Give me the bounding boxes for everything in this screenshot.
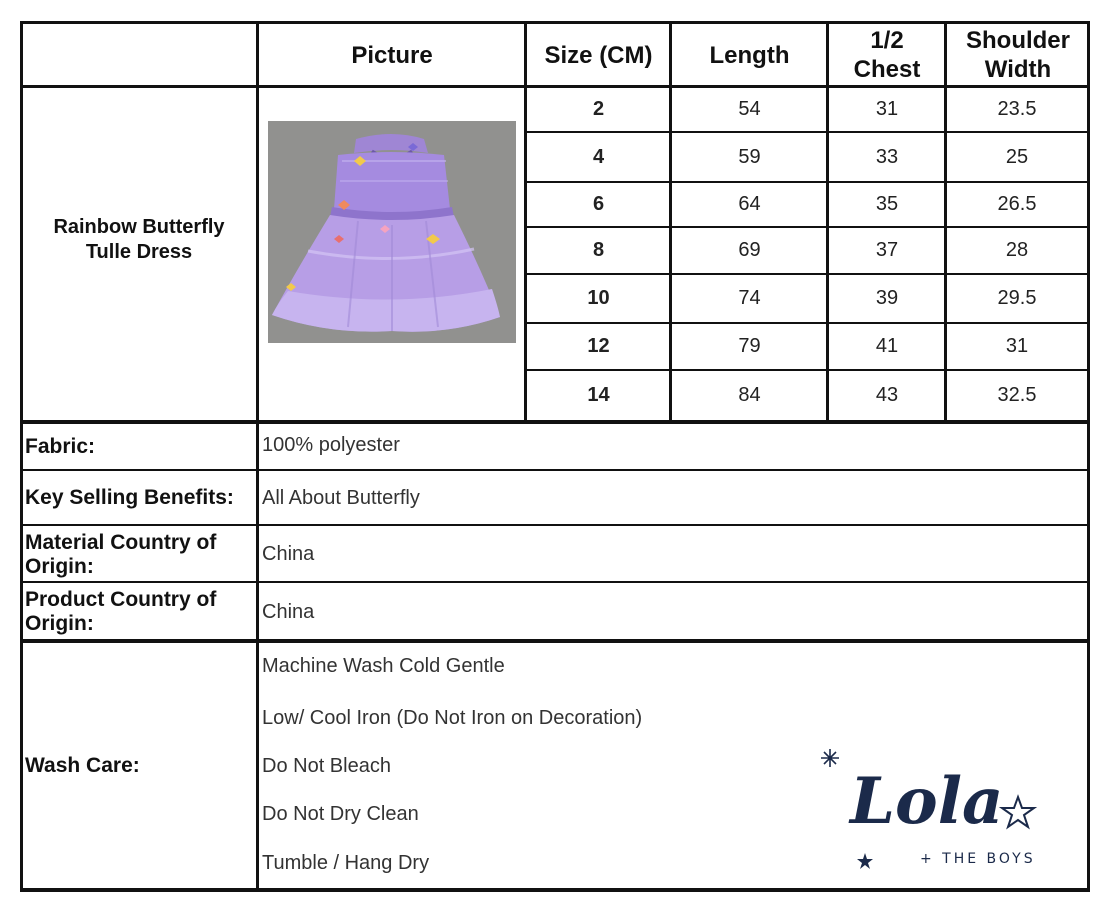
header-blank (20, 21, 258, 87)
product-name-line1: Rainbow Butterfly (53, 216, 225, 238)
wash-care-item: Do Not Dry Clean (262, 803, 419, 825)
header-shoulder-width-line2: Width (984, 56, 1052, 83)
product-name-line2: Tulle Dress (85, 241, 193, 263)
size-cell: 4 (592, 145, 605, 168)
grid-line (526, 226, 1090, 228)
grid-line (20, 21, 23, 892)
grid-line (669, 21, 672, 422)
half-chest-cell: 37 (875, 239, 899, 261)
fabric-value: 100% polyester (262, 433, 400, 456)
length-cell: 74 (738, 287, 761, 309)
shoulder-width-cell: 25 (1005, 145, 1029, 168)
grid-line (20, 420, 1090, 424)
grid-line (256, 21, 259, 892)
star-icon (821, 749, 839, 767)
half-chest-cell: 39 (875, 287, 899, 309)
header-shoulder-width (946, 23, 1090, 89)
grid-line (20, 85, 1090, 88)
length-cell: 69 (738, 239, 761, 261)
header-shoulder-width-line1: Shoulder (965, 27, 1070, 55)
grid-line (20, 581, 1090, 583)
grid-line (526, 369, 1090, 371)
material-country-label-line1: Material Country of (25, 530, 217, 554)
material-country-value: China (262, 542, 315, 565)
length-cell: 54 (738, 98, 761, 120)
product-name (20, 87, 258, 421)
outline-star-icon (1002, 797, 1034, 827)
wash-care-item: Tumble / Hang Dry (262, 852, 430, 874)
size-chart-sheet (20, 21, 1090, 892)
dress-photo (268, 121, 516, 343)
shoulder-width-cell: 26.5 (997, 193, 1037, 215)
size-cell: 12 (587, 335, 610, 357)
header-half-chest (828, 23, 946, 89)
lola-brand-logo (810, 741, 1050, 881)
small-star-icon (857, 853, 873, 869)
grid-line (526, 273, 1090, 275)
wash-care-item: Low/ Cool Iron (Do Not Iron on Decoration) (262, 707, 643, 729)
size-cell: 10 (587, 287, 610, 309)
key-selling-benefits-value: All About Butterfly (262, 486, 420, 509)
grid-line (524, 21, 527, 422)
half-chest-cell: 35 (875, 193, 899, 215)
grid-line (20, 639, 1090, 643)
wash-care-item: Machine Wash Cold Gentle (262, 655, 505, 677)
grid-line (20, 888, 1090, 892)
header-half-chest-line2: Chest (853, 56, 921, 83)
size-cell: 14 (587, 384, 610, 406)
length-cell: 84 (738, 384, 761, 406)
grid-line (526, 322, 1090, 324)
header-length: Length (709, 41, 790, 69)
header-size: Size (CM) (544, 41, 653, 69)
product-country-label-line2: Origin: (25, 612, 94, 635)
grid-line (20, 21, 1090, 24)
logo-brand-text: Lola (850, 764, 1004, 839)
grid-line (1087, 21, 1090, 892)
shoulder-width-cell: 28 (1005, 239, 1029, 261)
grid-line (526, 131, 1090, 133)
half-chest-cell: 31 (875, 98, 899, 120)
material-country-label (20, 527, 258, 583)
shoulder-width-cell: 23.5 (997, 98, 1037, 120)
product-country-label-line1: Product Country of (25, 587, 217, 611)
shoulder-width-cell: 31 (1005, 335, 1029, 357)
size-cell: 2 (592, 98, 605, 120)
material-country-label-line2: Origin: (25, 555, 94, 578)
size-cell: 6 (592, 193, 605, 215)
header-half-chest-line1: 1/2 (870, 27, 904, 55)
wash-care-label: Wash Care: (25, 753, 140, 777)
length-cell: 79 (738, 335, 761, 357)
header-picture: Picture (351, 41, 433, 69)
grid-line (526, 181, 1090, 183)
grid-line (944, 21, 947, 422)
shoulder-width-cell: 32.5 (997, 384, 1037, 406)
key-selling-benefits-label: Key Selling Benefits: (25, 485, 234, 509)
half-chest-cell: 41 (875, 335, 899, 357)
grid-line (20, 524, 1090, 526)
logo-tagline-text: + THE BOYS (920, 851, 1036, 867)
size-cell: 8 (592, 239, 605, 261)
half-chest-cell: 43 (875, 384, 899, 406)
product-country-value: China (262, 600, 315, 623)
shoulder-width-cell: 29.5 (997, 287, 1037, 309)
grid-line (826, 21, 829, 422)
wash-care-item: Do Not Bleach (262, 755, 391, 777)
half-chest-cell: 33 (875, 145, 899, 168)
grid-line (20, 469, 1090, 471)
product-country-label (20, 584, 258, 640)
fabric-label: Fabric: (25, 434, 96, 458)
length-cell: 59 (738, 145, 761, 168)
length-cell: 64 (738, 193, 761, 215)
